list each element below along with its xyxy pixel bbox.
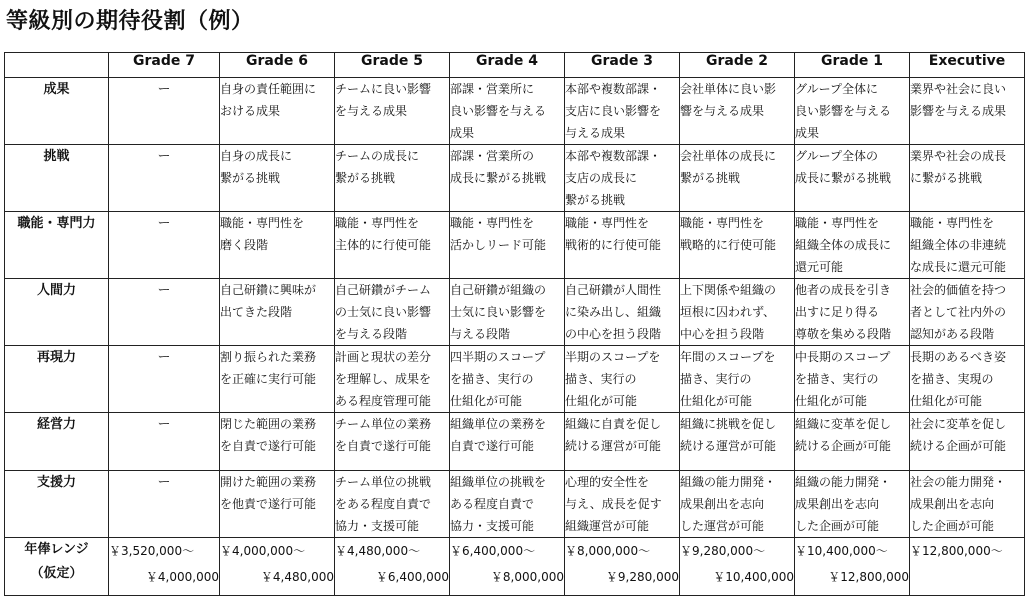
grade-role-table	[4, 52, 1025, 596]
salary-max: ￥8,000,000	[490, 570, 564, 584]
table-cell: 社会に変革を促し 続ける企画が可能	[910, 413, 1025, 471]
table-cell: 自己研鑽が組織の 士気に良い影響を 与える段階	[450, 279, 565, 346]
salary-min: ￥6,400,000〜	[450, 544, 536, 558]
row-header: 経営力	[5, 413, 109, 471]
table-cell: 職能・専門性を 組織全体の非連続 な成長に還元可能	[910, 212, 1025, 279]
table-row-expertise	[5, 212, 1025, 279]
salary-cell	[335, 538, 450, 596]
table-cell: 自己研鑽に興味が 出てきた段階	[220, 279, 335, 346]
salary-min: ￥9,280,000〜	[680, 544, 766, 558]
table-cell: 組織の能力開発・ 成果創出を志向 した運営が可能	[680, 471, 795, 538]
salary-cell	[565, 538, 680, 596]
table-cell: 組織単位の業務を 自責で遂行可能	[450, 413, 565, 471]
table-cell: 業界や社会の成長 に繋がる挑戦	[910, 145, 1025, 212]
table-row-salary	[5, 538, 1025, 596]
salary-min: ￥4,000,000〜	[220, 544, 306, 558]
column-header-executive: Executive	[910, 53, 1025, 78]
salary-label-note: （仮定）	[30, 566, 83, 581]
table-row-support	[5, 471, 1025, 538]
table-cell: 組織に挑戦を促し 続ける運営が可能	[680, 413, 795, 471]
table-cell: 職能・専門性を 主体的に行使可能	[335, 212, 450, 279]
table-cell: 自身の成長に 繋がる挑戦	[220, 145, 335, 212]
table-cell: 会社単体の成長に 繋がる挑戦	[680, 145, 795, 212]
row-header: 成果	[5, 78, 109, 145]
column-header-grade-2: Grade 2	[680, 53, 795, 78]
table-cell: チームに良い影響 を与える成果	[335, 78, 450, 145]
salary-min: ￥8,000,000〜	[565, 544, 651, 558]
salary-max: ￥6,400,000	[375, 570, 449, 584]
table-cell: 社会的価値を持つ 者として社内外の 認知がある段階	[910, 279, 1025, 346]
corner-cell	[5, 53, 109, 78]
table-cell: 部課・営業所の 成長に繋がる挑戦	[450, 145, 565, 212]
column-header-grade-4: Grade 4	[450, 53, 565, 78]
salary-cell	[910, 538, 1025, 596]
table-cell: ー	[109, 145, 220, 212]
table-cell: 職能・専門性を 磨く段階	[220, 212, 335, 279]
table-cell: 計画と現状の差分 を理解し、成果を ある程度管理可能	[335, 346, 450, 413]
row-header: 職能・専門力	[5, 212, 109, 279]
table-cell: ー	[109, 413, 220, 471]
column-header-grade-1: Grade 1	[795, 53, 910, 78]
salary-cell	[795, 538, 910, 596]
row-header: 再現力	[5, 346, 109, 413]
salary-min: ￥3,520,000〜	[109, 544, 195, 558]
column-header-grade-6: Grade 6	[220, 53, 335, 78]
table-cell: 本部や複数部課・ 支店の成長に 繋がる挑戦	[565, 145, 680, 212]
table-cell: 職能・専門性を 活かしリード可能	[450, 212, 565, 279]
salary-min: ￥12,800,000〜	[910, 544, 1003, 558]
table-cell: 他者の成長を引き 出すに足り得る 尊敬を集める段階	[795, 279, 910, 346]
table-cell: 開けた範囲の業務 を他責で遂行可能	[220, 471, 335, 538]
salary-cell	[109, 538, 220, 596]
table-cell: グループ全体の 成長に繋がる挑戦	[795, 145, 910, 212]
column-header-grade-7: Grade 7	[109, 53, 220, 78]
table-cell: 自己研鑽がチーム の士気に良い影響 を与える段階	[335, 279, 450, 346]
table-cell: チーム単位の挑戦 をある程度自責で 協力・支援可能	[335, 471, 450, 538]
row-header-salary	[5, 538, 109, 596]
salary-max: ￥10,400,000	[713, 570, 794, 584]
table-cell: 会社単体に良い影 響を与える成果	[680, 78, 795, 145]
table-cell: 上下関係や組織の 垣根に囚われず、 中心を担う段階	[680, 279, 795, 346]
column-header-grade-3: Grade 3	[565, 53, 680, 78]
table-cell: 割り振られた業務 を正確に実行可能	[220, 346, 335, 413]
salary-cell	[220, 538, 335, 596]
table-cell: ー	[109, 212, 220, 279]
table-cell: 長期のあるべき姿 を描き、実現の 仕組化が可能	[910, 346, 1025, 413]
column-header-grade-5: Grade 5	[335, 53, 450, 78]
salary-min: ￥4,480,000〜	[335, 544, 421, 558]
table-row-reproducibility	[5, 346, 1025, 413]
table-cell: ー	[109, 346, 220, 413]
salary-max: ￥12,800,000	[828, 570, 909, 584]
table-row-results	[5, 78, 1025, 145]
table-cell: 職能・専門性を 戦術的に行使可能	[565, 212, 680, 279]
table-cell: 心理的安全性を 与え、成長を促す 組織運営が可能	[565, 471, 680, 538]
page-title: 等級別の期待役割（例）	[6, 9, 254, 34]
table-cell: ー	[109, 279, 220, 346]
table-cell: 職能・専門性を 組織全体の成長に 還元可能	[795, 212, 910, 279]
row-header: 人間力	[5, 279, 109, 346]
table-cell: 年間のスコープを 描き、実行の 仕組化が可能	[680, 346, 795, 413]
table-row-humanity	[5, 279, 1025, 346]
table-row-management	[5, 413, 1025, 471]
table-cell: 本部や複数部課・ 支店に良い影響を 与える成果	[565, 78, 680, 145]
table-cell: 中長期のスコープ を描き、実行の 仕組化が可能	[795, 346, 910, 413]
table-cell: ー	[109, 471, 220, 538]
table-cell: チームの成長に 繋がる挑戦	[335, 145, 450, 212]
table-cell: 自身の責任範囲に おける成果	[220, 78, 335, 145]
table-cell: 組織に変革を促し 続ける企画が可能	[795, 413, 910, 471]
table-cell: ー	[109, 78, 220, 145]
table-cell: グループ全体に 良い影響を与える 成果	[795, 78, 910, 145]
row-header: 挑戦	[5, 145, 109, 212]
header-row	[5, 53, 1025, 78]
salary-min: ￥10,400,000〜	[795, 544, 888, 558]
table-row-challenge	[5, 145, 1025, 212]
salary-cell	[680, 538, 795, 596]
table-cell: 四半期のスコープ を描き、実行の 仕組化が可能	[450, 346, 565, 413]
table-cell: 自己研鑽が人間性 に染み出し、組織 の中心を担う段階	[565, 279, 680, 346]
row-header: 支援力	[5, 471, 109, 538]
table-cell: 業界や社会に良い 影響を与える成果	[910, 78, 1025, 145]
table-cell: 組織の能力開発・ 成果創出を志向 した企画が可能	[795, 471, 910, 538]
table-cell: 組織に自責を促し 続ける運営が可能	[565, 413, 680, 471]
salary-max: ￥4,000,000	[145, 570, 219, 584]
table-cell: チーム単位の業務 を自責で遂行可能	[335, 413, 450, 471]
table-cell: 社会の能力開発・ 成果創出を志向 した企画が可能	[910, 471, 1025, 538]
salary-cell	[450, 538, 565, 596]
salary-max: ￥9,280,000	[605, 570, 679, 584]
table-cell: 閉じた範囲の業務 を自責で遂行可能	[220, 413, 335, 471]
table-cell: 半期のスコープを 描き、実行の 仕組化が可能	[565, 346, 680, 413]
table-cell: 組織単位の挑戦を ある程度自責で 協力・支援可能	[450, 471, 565, 538]
salary-max: ￥4,480,000	[260, 570, 334, 584]
salary-label: 年俸レンジ	[24, 542, 89, 557]
table-cell: 職能・専門性を 戦略的に行使可能	[680, 212, 795, 279]
table-cell: 部課・営業所に 良い影響を与える 成果	[450, 78, 565, 145]
